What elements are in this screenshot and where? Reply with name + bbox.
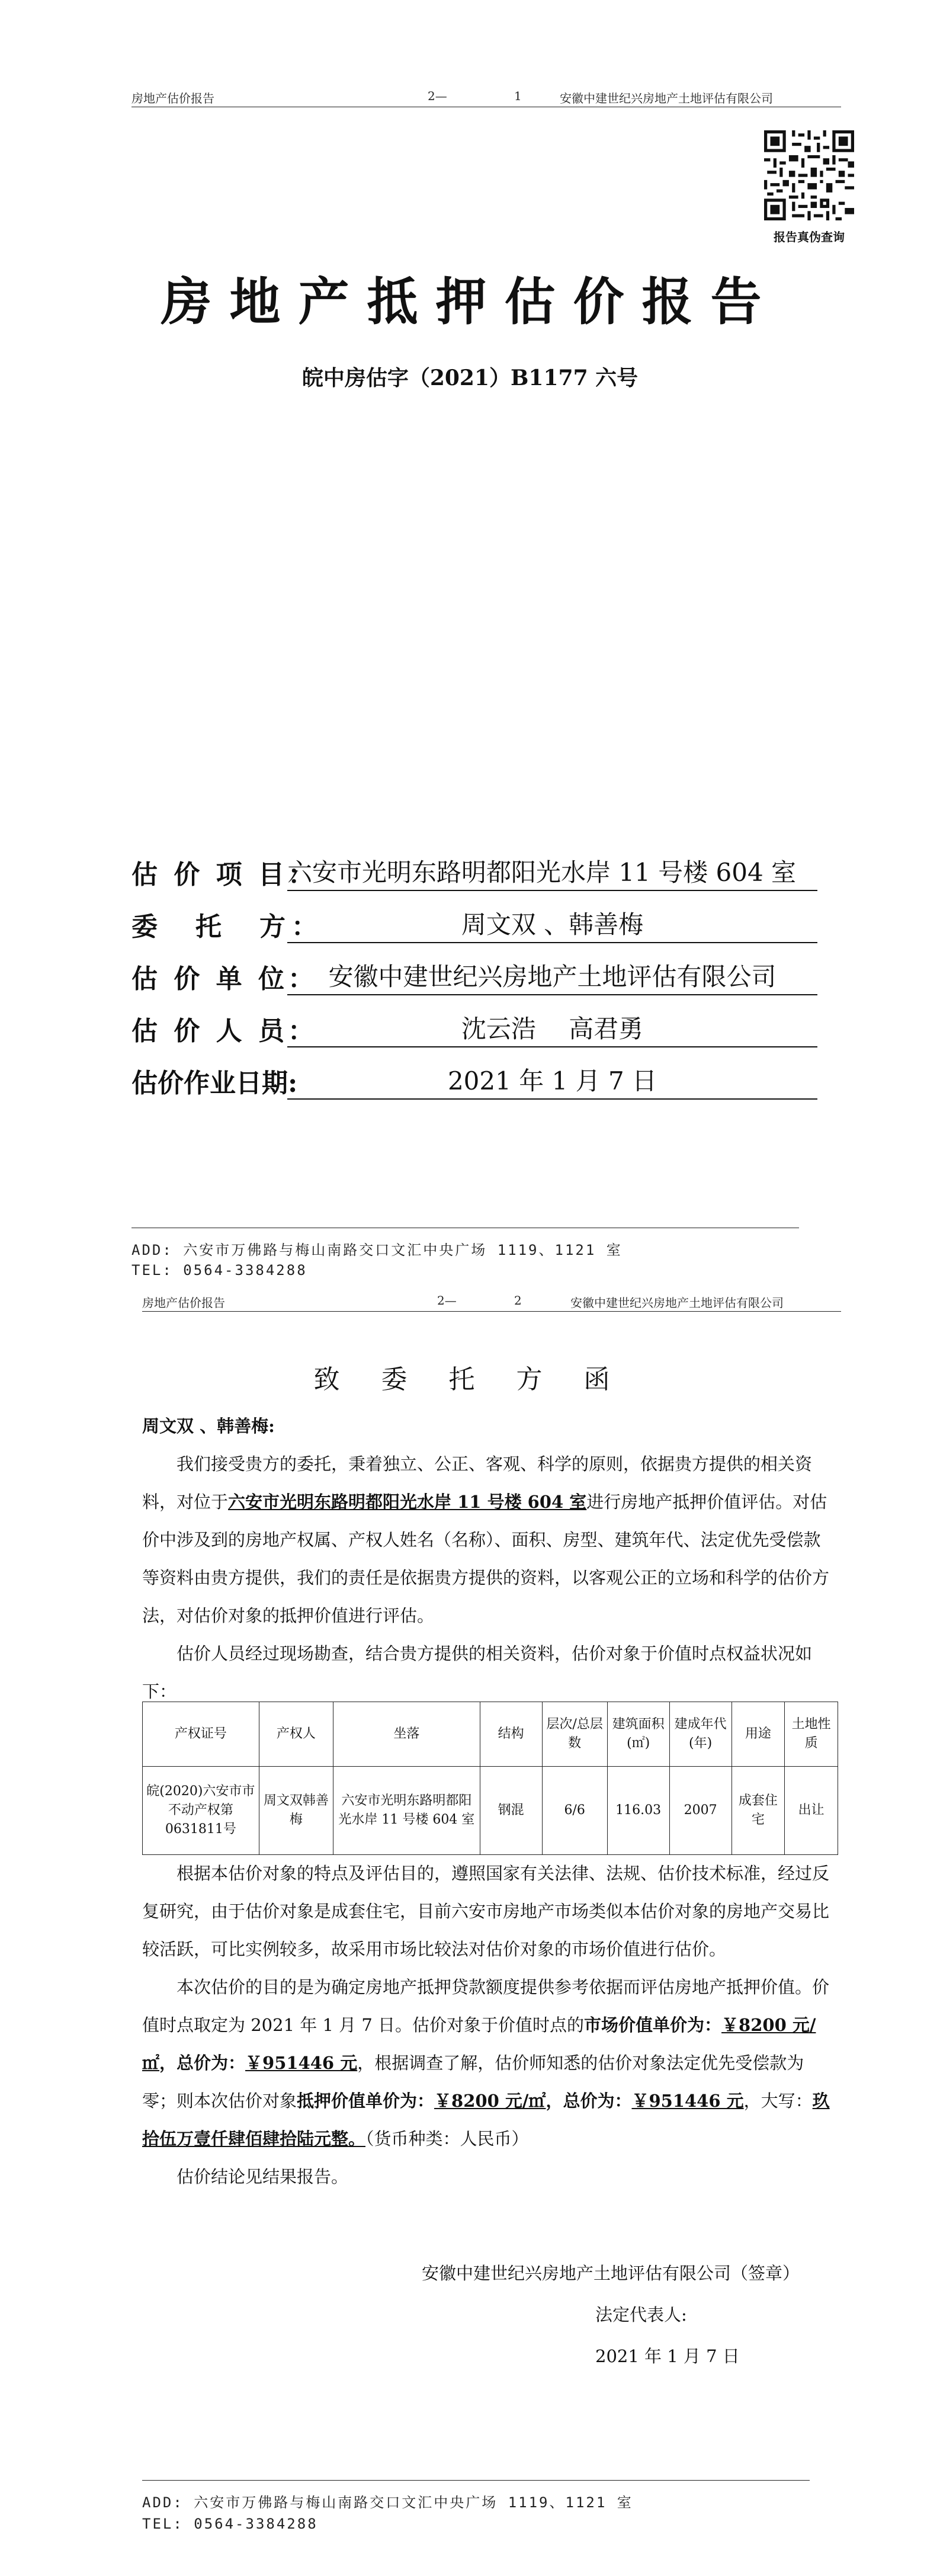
paragraph-4: 本次估价的目的是为确定房地产抵押贷款额度提供参考依据而评估房地产抵押价值。价值时点取定为 2021 年 1 月 7 日。估价对象于价值时点的市场价值单价为：￥8200 元/㎡，总价为：￥951446 元，根据调查了解，估价师知悉的估价对象法定优先受偿款为零；则本次估价对象抵押价值单价为：￥8200 元/㎡，总价为：￥951446 元，大写：玖拾伍万壹仟肆佰肆拾陆元整。（货币种类：人民币） bbox=[142, 1977, 830, 2149]
table-cell: 周文双韩善梅 bbox=[259, 1767, 333, 1855]
company-signature: 安徽中建世纪兴房地产土地评估有限公司（签章） bbox=[422, 2263, 800, 2283]
table-cell: 2007 bbox=[669, 1767, 732, 1855]
label-appraisers: 估 价 人 员： bbox=[131, 1016, 317, 1046]
document-number: 皖中房估字（2021）B1177 六号 bbox=[301, 366, 639, 390]
letter-title: 致 委 托 方 函 bbox=[313, 1364, 627, 1395]
market-unit-price: ￥8200 元/㎡ bbox=[142, 2015, 816, 2073]
page-header-right: 安徽中建世纪兴房地产土地评估有限公司 bbox=[560, 91, 773, 105]
table-cell: 成套住宅 bbox=[732, 1767, 785, 1855]
qr-code-icon[interactable] bbox=[764, 130, 854, 220]
footer-address: ADD: 六安市万佛路与梅山南路交口文汇中央广场 1119、1121 室 bbox=[142, 2494, 633, 2511]
market-total-price: ￥951446 元 bbox=[245, 2053, 358, 2073]
paragraph-2: 估价人员经过现场勘查，结合贵方提供的相关资料，估价对象于价值时点权益状况如下： bbox=[142, 1643, 813, 1702]
mortgage-total-price: ￥951446 元 bbox=[631, 2091, 744, 2111]
table-header: 结构 bbox=[480, 1702, 542, 1767]
signature-date: 2021 年 1 月 7 日 bbox=[595, 2346, 740, 2366]
table-header: 建成年代(年) bbox=[669, 1702, 732, 1767]
value-client: 周文双 、韩善梅 bbox=[287, 905, 817, 943]
paragraph-3: 根据本估价对象的特点及评估目的，遵照国家有关法律、法规、估价技术标准，经过反复研究，由于估价对象是成套住宅，目前六安市房地产市场类似本估价对象的房地产交易比较活跃，可比实例较多，故采用市场比较法对估价对象的市场价值进行估价。 bbox=[142, 1863, 830, 1959]
qr-caption: 报告真伪查询 bbox=[774, 230, 845, 244]
table-cell: 皖(2020)六安市市不动产权第0631811号 bbox=[143, 1767, 259, 1855]
label-appraiser-org: 估 价 单 位： bbox=[131, 964, 317, 994]
paragraph-1: 我们接受贵方的委托，秉着独立、公正、客观、科学的原则，依据贵方提供的相关资料，对位于六安市光明东路明都阳光水岸 11 号楼 604 室进行房地产抵押价值评估。对估价中涉及到的房地产权属、产权人姓名（名称）、面积、房型、建筑年代、法定优先受偿款等资料由贵方提供，我们的责任是依据贵方提供的资料，以客观公正的立场和科学的估价方法，对估价对象的抵押价值进行评估。 bbox=[142, 1454, 830, 1626]
page-number: 2 bbox=[514, 1293, 522, 1308]
value-appraiser-org: 安徽中建世纪兴房地产土地评估有限公司 bbox=[287, 957, 817, 995]
letter-body-2 bbox=[142, 1854, 835, 2196]
paragraph-5: 估价结论见结果报告。 bbox=[177, 2167, 349, 2187]
letter-body bbox=[142, 1407, 835, 1710]
table-header: 产权人 bbox=[259, 1702, 333, 1767]
label-work-date: 估价作业日期: bbox=[131, 1068, 298, 1098]
property-address: 六安市光明东路明都阳光水岸 11 号楼 604 室 bbox=[228, 1492, 587, 1512]
table-header: 层次/总层数 bbox=[542, 1702, 607, 1767]
table-header: 产权证号 bbox=[143, 1702, 259, 1767]
table-header: 土地性质 bbox=[785, 1702, 838, 1767]
page-number: 1 bbox=[514, 89, 522, 103]
amount-in-words: 玖拾伍万壹仟肆佰肆拾陆元整。 bbox=[142, 2091, 830, 2149]
table-cell: 116.03 bbox=[607, 1767, 669, 1855]
table-cell: 六安市光明东路明都阳光水岸 11 号楼 604 室 bbox=[333, 1767, 480, 1855]
page-header-left: 房地产估价报告 bbox=[142, 1296, 225, 1310]
table-header: 坐落 bbox=[333, 1702, 480, 1767]
header-rule bbox=[142, 1311, 841, 1312]
label-client: 委 托 方： bbox=[131, 912, 323, 942]
legal-representative: 法定代表人: bbox=[595, 2305, 687, 2325]
label-project: 估 价 项 目： bbox=[131, 860, 317, 890]
table-cell: 6/6 bbox=[542, 1767, 607, 1855]
page-header-mid: 2— bbox=[437, 1293, 457, 1308]
footer-rule bbox=[142, 2480, 810, 2481]
table-header: 用途 bbox=[732, 1702, 785, 1767]
page-header-mid: 2— bbox=[428, 89, 447, 103]
value-appraisers: 沈云浩 高君勇 bbox=[287, 1010, 817, 1047]
mortgage-unit-price: ￥8200 元/㎡ bbox=[434, 2091, 546, 2111]
table-header: 建筑面积(㎡) bbox=[607, 1702, 669, 1767]
page-header-left: 房地产估价报告 bbox=[131, 91, 214, 105]
property-table bbox=[142, 1702, 838, 1855]
table-row bbox=[143, 1767, 838, 1855]
value-project: 六安市光明东路明都阳光水岸 11 号楼 604 室 bbox=[287, 853, 817, 891]
footer-phone: TEL: 0564-3384288 bbox=[131, 1262, 307, 1279]
salutation: 周文双 、韩善梅: bbox=[142, 1416, 275, 1436]
report-title: 房地产抵押估价报告 bbox=[161, 272, 779, 332]
footer-phone: TEL: 0564-3384288 bbox=[142, 2516, 318, 2532]
page-header-right: 安徽中建世纪兴房地产土地评估有限公司 bbox=[570, 1296, 784, 1310]
value-work-date: 2021 年 1 月 7 日 bbox=[287, 1062, 817, 1100]
footer-address: ADD: 六安市万佛路与梅山南路交口文汇中央广场 1119、1121 室 bbox=[131, 1242, 623, 1258]
table-cell: 钢混 bbox=[480, 1767, 542, 1855]
table-cell: 出让 bbox=[785, 1767, 838, 1855]
